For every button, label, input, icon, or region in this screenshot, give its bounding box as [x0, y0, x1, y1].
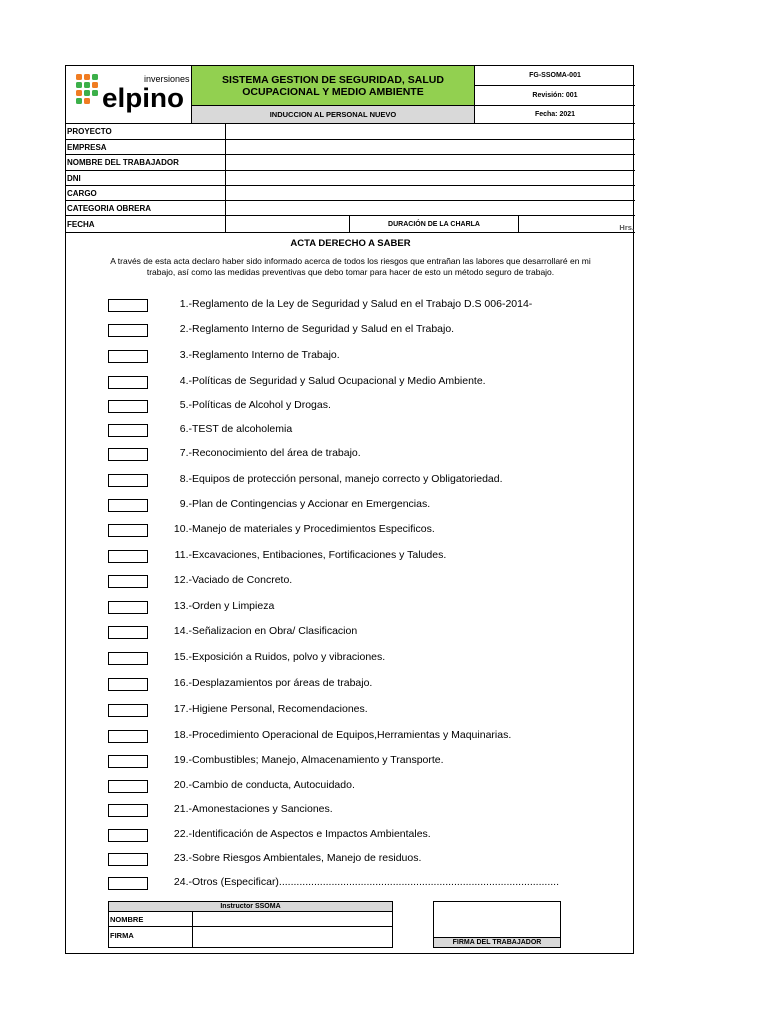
item-checkbox[interactable] [108, 678, 148, 691]
item-text: Amonestaciones y Sanciones. [192, 803, 333, 815]
item-number: 6.- [179, 423, 192, 435]
item-text: Señalizacion en Obra/ Clasificacion [192, 625, 358, 637]
logo-brand-text: elpino [102, 83, 184, 113]
item-checkbox[interactable] [108, 550, 148, 563]
form-subtitle: INDUCCION AL PERSONAL NUEVO [192, 106, 475, 124]
logo-dots [76, 74, 98, 104]
item-number: 18.- [173, 729, 192, 741]
instructor-nombre-row[interactable] [109, 912, 392, 927]
instructor-box [108, 901, 393, 948]
item-number: 2.- [179, 323, 192, 335]
field-row-empresa[interactable] [66, 140, 635, 155]
item-checkbox[interactable] [108, 524, 148, 537]
form-title-line2: OCUPACIONAL Y MEDIO AMBIENTE [242, 85, 424, 98]
duracion-input-cell[interactable] [519, 216, 635, 232]
field-label-categoria: CATEGORIA OBRERA [66, 201, 226, 215]
item-number: 22.- [173, 828, 192, 840]
item-text: Plan de Contingencias y Accionar en Emergencias. [192, 498, 431, 510]
item-number: 10.- [173, 523, 192, 535]
item-checkbox[interactable] [108, 324, 148, 337]
item-number: 8.- [179, 473, 192, 485]
item-checkbox[interactable] [108, 730, 148, 743]
item-number: 11.- [174, 549, 192, 561]
acta-text [66, 256, 635, 278]
acta-text-line1: A través de esta acta declaro haber sido informado acerca de todos los riesgos que entrañan las labores que desarrollaré en mi [110, 256, 591, 266]
item-number: 20.- [173, 779, 192, 791]
form-code: FG-SSOMA-001 [475, 66, 635, 86]
item-checkbox[interactable] [108, 499, 148, 512]
item-text: Cambio de conducta, Autocuidado. [192, 779, 355, 791]
item-text: Vaciado de Concreto. [192, 574, 293, 586]
item-number: 14.- [173, 625, 192, 637]
item-number: 17.- [173, 703, 192, 715]
item-checkbox[interactable] [108, 299, 148, 312]
item-text: Higiene Personal, Recomendaciones. [192, 703, 368, 715]
item-checkbox[interactable] [108, 424, 148, 437]
item-text: Exposición a Ruidos, polvo y vibraciones. [192, 651, 386, 663]
item-text: Políticas de Alcohol y Drogas. [192, 399, 331, 411]
item-number: 16.- [173, 677, 192, 689]
worker-signature-label: FIRMA DEL TRABAJADOR [434, 937, 560, 947]
item-checkbox[interactable] [108, 652, 148, 665]
field-row-categoria[interactable] [66, 201, 635, 216]
item-text: Sobre Riesgos Ambientales, Manejo de residuos. [192, 852, 422, 864]
worker-signature-box[interactable] [433, 901, 561, 948]
fecha-input-cell[interactable] [224, 216, 350, 232]
item-text: Identificación de Aspectos e Impactos Ambientales. [192, 828, 431, 840]
field-row-proyecto[interactable] [66, 124, 635, 140]
item-text: Reglamento de la Ley de Seguridad y Salud en el Trabajo D.S 006-2014- [192, 298, 533, 310]
item-checkbox[interactable] [108, 474, 148, 487]
elpino-logo-icon [66, 66, 192, 124]
form-title [192, 66, 475, 106]
item-checkbox[interactable] [108, 877, 148, 890]
item-number: 24.- [173, 876, 192, 888]
field-label-dni: DNI [66, 171, 226, 185]
item-number: 3.- [179, 349, 192, 361]
item-text: Manejo de materiales y Procedimientos Especificos. [192, 523, 435, 535]
item-text: TEST de alcoholemia [192, 423, 293, 435]
item-checkbox[interactable] [108, 575, 148, 588]
item-number: 4.- [179, 375, 192, 387]
field-row-nombre[interactable] [66, 155, 635, 171]
item-checkbox[interactable] [108, 400, 148, 413]
item-number: 9.- [179, 498, 192, 510]
item-text: Combustibles; Manejo, Almacenamiento y Transporte. [192, 754, 444, 766]
item-checkbox[interactable] [108, 755, 148, 768]
instructor-title: Instructor SSOMA [109, 902, 392, 912]
item-checkbox[interactable] [108, 626, 148, 639]
item-text: Otros (Especificar)................................................................................................ [192, 876, 559, 888]
item-text: Políticas de Seguridad y Salud Ocupacional y Medio Ambiente. [192, 375, 486, 387]
item-checkbox[interactable] [108, 829, 148, 842]
logo-small-text: inversiones [144, 74, 190, 84]
company-logo [66, 66, 192, 124]
item-number: 13.- [173, 600, 192, 612]
field-label-proyecto: PROYECTO [66, 124, 226, 139]
item-checkbox[interactable] [108, 780, 148, 793]
item-checkbox[interactable] [108, 704, 148, 717]
instructor-nombre-label: NOMBRE [109, 912, 193, 926]
item-text: Excavaciones, Entibaciones, Fortificaciones y Taludes. [192, 549, 447, 561]
item-number: 19.- [173, 754, 192, 766]
field-row-fecha [66, 216, 635, 233]
duracion-label: DURACIÓN DE LA CHARLA [350, 216, 519, 232]
item-number: 15.- [173, 651, 192, 663]
item-checkbox[interactable] [108, 448, 148, 461]
form-title-line1: SISTEMA GESTION DE SEGURIDAD, SALUD [222, 73, 444, 86]
acta-text-line2: trabajo, así como las medidas preventivas que debo tomar para hacer de esto un método seguro de trabajo. [146, 267, 555, 277]
item-number: 12.- [173, 574, 192, 586]
item-number: 7.- [179, 447, 192, 459]
hrs-unit-label: Hrs. [619, 223, 634, 232]
item-text: Orden y Limpieza [192, 600, 275, 612]
item-number: 5.- [179, 399, 192, 411]
instructor-firma-row[interactable] [109, 927, 392, 948]
item-text: Reglamento Interno de Seguridad y Salud en el Trabajo. [192, 323, 455, 335]
field-label-empresa: EMPRESA [66, 140, 226, 154]
item-checkbox[interactable] [108, 350, 148, 363]
acta-title: ACTA DERECHO A SABER [290, 238, 411, 249]
item-text: Procedimiento Operacional de Equipos,Herramientas y Maquinarias. [192, 729, 512, 741]
form-date: Fecha: 2021 [475, 106, 635, 124]
instructor-firma-label: FIRMA [109, 927, 193, 948]
item-checkbox[interactable] [108, 804, 148, 817]
item-checkbox[interactable] [108, 601, 148, 614]
field-label-nombre: NOMBRE DEL TRABAJADOR [66, 155, 226, 170]
item-text: Equipos de protección personal, manejo correcto y Obligatoriedad. [192, 473, 503, 485]
form-sheet [65, 65, 634, 954]
item-number: 23.- [173, 852, 192, 864]
field-row-dni[interactable] [66, 171, 635, 186]
field-label-fecha: FECHA [66, 216, 226, 232]
field-row-cargo[interactable] [66, 186, 635, 201]
item-text: Reglamento Interno de Trabajo. [192, 349, 340, 361]
item-checkbox[interactable] [108, 376, 148, 389]
form-revision: Revisión: 001 [475, 86, 635, 106]
field-label-cargo: CARGO [66, 186, 226, 200]
item-number: 21.- [173, 803, 192, 815]
item-checkbox[interactable] [108, 853, 148, 866]
item-number: 1.- [179, 298, 192, 310]
item-text: Reconocimiento del área de trabajo. [192, 447, 361, 459]
item-text: Desplazamientos por áreas de trabajo. [192, 677, 373, 689]
